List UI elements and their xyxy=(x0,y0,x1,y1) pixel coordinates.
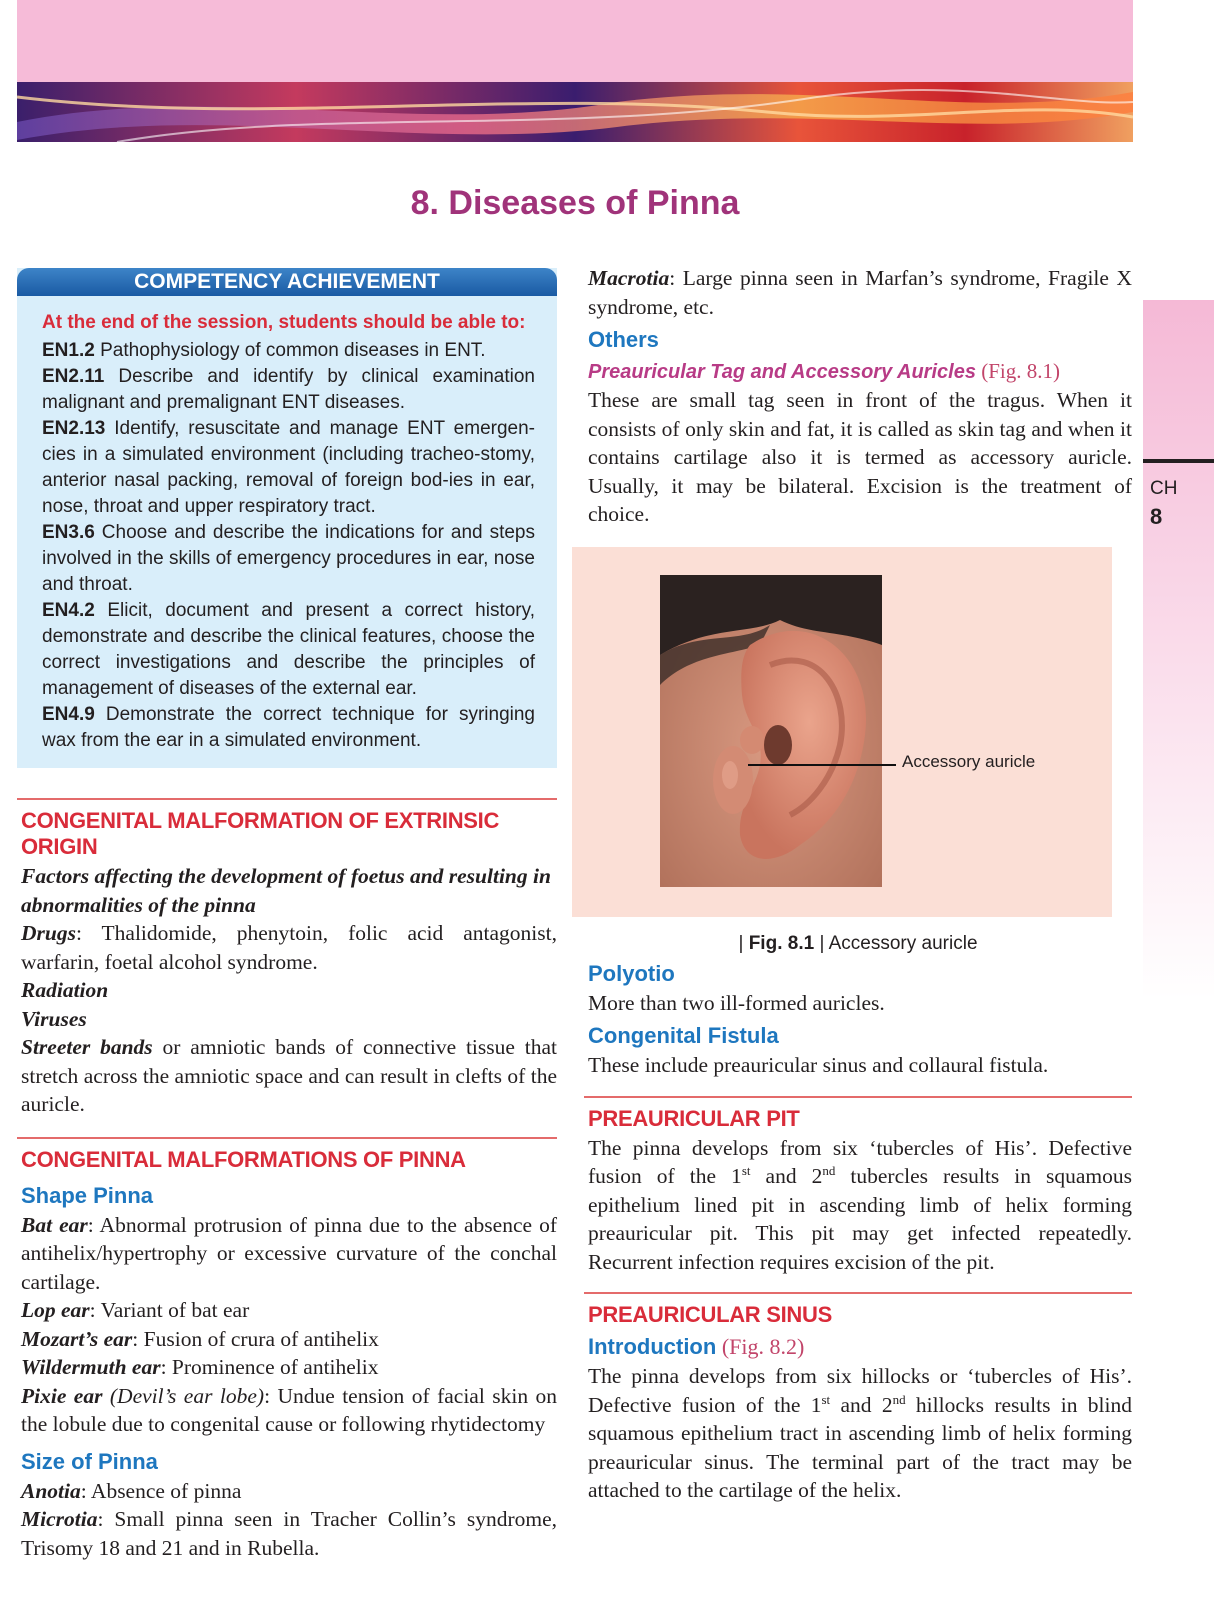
preauricular-sinus-heading: PREAURICULAR SINUS xyxy=(588,1302,832,1327)
polyotio-heading: Polyotio xyxy=(588,960,675,986)
preauricular-pit-text xyxy=(588,1134,1132,1277)
pixie-ear-term: Pixie ear xyxy=(21,1383,103,1408)
figure-label-pointer xyxy=(748,764,896,766)
preauricular-tag-text: These are small tag seen in front of the tragus. When it consists of only skin and fat, it is called as skin tag and when it contains cartilage also it is termed as accessory auricle. Usually, it may be bilateral. Excision is the treatment of choice. xyxy=(588,388,1132,526)
competency-code: EN3.6 xyxy=(42,522,95,543)
extrinsic-section xyxy=(17,798,557,1119)
header-swirl-banner xyxy=(17,82,1133,142)
competency-text: Choose and describe the indications for and steps involved in the skills of emergency procedures in ear, nose and throat. xyxy=(42,522,535,595)
extrinsic-subheading: Factors affecting the development of foetus and resulting in abnormalities of the pinna xyxy=(21,864,551,917)
figure-8-1-caption: | Fig. 8.1 | Accessory auricle xyxy=(738,932,978,954)
radiation-term: Radiation xyxy=(21,978,109,1002)
wildermuth-ear-paragraph xyxy=(21,1353,557,1382)
microtia-term: Microtia xyxy=(21,1507,98,1531)
sinus-introduction-figref: (Fig. 8.2) xyxy=(716,1334,805,1359)
malformations-section xyxy=(17,1137,557,1563)
competency-text: Elicit, document and present a correct history, demonstrate and describe the clinical features, choose the correct investigations and describe the principles of management of diseases of the external ear. xyxy=(42,600,535,699)
preauricular-pit-heading: PREAURICULAR PIT xyxy=(588,1105,800,1131)
competency-item xyxy=(42,598,535,702)
lop-ear-text: : Variant of bat ear xyxy=(89,1298,250,1322)
anotia-term: Anotia xyxy=(21,1478,81,1503)
drugs-term: Drugs xyxy=(21,921,76,945)
pit-superscript: st xyxy=(741,1162,751,1178)
mozart-ear-text: : Fusion of crura of antihelix xyxy=(132,1326,379,1351)
wildermuth-ear-term: Wildermuth ear xyxy=(21,1355,161,1379)
left-column xyxy=(17,268,557,1562)
competency-item xyxy=(42,338,535,364)
lop-ear-paragraph xyxy=(21,1296,557,1325)
streeter-paragraph xyxy=(21,1033,557,1119)
bat-ear-term: Bat ear xyxy=(21,1212,88,1237)
sinus-introduction-heading xyxy=(588,1334,1132,1360)
side-tab-chapter-number: 8 xyxy=(1150,504,1163,529)
competency-code: EN1.2 xyxy=(42,340,95,361)
right-column xyxy=(584,268,1132,1505)
size-pinna-heading: Size of Pinna xyxy=(21,1448,158,1474)
congenital-fistula-text: These include preauricular sinus and collaural fistula. xyxy=(588,1053,1049,1077)
streeter-text: or amniotic bands of connective tissue that stretch across the amniotic space and can result in clefts of the auricle. xyxy=(21,1035,557,1116)
caption-figure-number: Fig. 8.1 xyxy=(748,932,815,954)
sinus-text-part: and 2 xyxy=(830,1392,893,1417)
macrotia-paragraph xyxy=(588,264,1132,321)
sinus-introduction-title: Introduction xyxy=(588,1334,717,1359)
malformations-heading: CONGENITAL MALFORMATIONS OF PINNA xyxy=(21,1146,466,1172)
pit-superscript: nd xyxy=(822,1162,836,1178)
macrotia-term: Macrotia xyxy=(588,266,670,290)
caption-text: Accessory auricle xyxy=(828,932,978,954)
competency-heading: COMPETENCY ACHIEVEMENT xyxy=(17,268,557,296)
pit-text-part: The pinna develops from six ‘tubercles of His’. Defective fusion of the 1 xyxy=(588,1135,1132,1188)
pixie-ear-paragraph xyxy=(21,1382,557,1439)
competency-item xyxy=(42,520,535,598)
drugs-paragraph xyxy=(21,919,557,976)
competency-item xyxy=(42,364,535,416)
chapter-side-tab xyxy=(1143,300,1214,1000)
competency-body xyxy=(17,296,557,754)
competency-text: Describe and identify by clinical examination malignant and premalignant ENT diseases. xyxy=(42,366,535,413)
sinus-text-part: hillocks results in blind squamous epithelium tract in ascending limb of helix forming preauricular sinus. The terminal part of the tract may be attached to the cartilage of the helix. xyxy=(588,1392,1133,1502)
polyotio-text: More than two ill-formed auricles. xyxy=(588,990,885,1015)
anotia-text: : Absence of pinna xyxy=(80,1478,242,1503)
competency-code: EN4.2 xyxy=(42,600,95,621)
chapter-title: 8. Diseases of Pinna xyxy=(410,184,740,222)
header-pink-band xyxy=(17,0,1133,84)
preauricular-tag-figref: (Fig. 8.1) xyxy=(975,359,1060,383)
drugs-text: : Thalidomide, phenytoin, folic acid antagonist, warfarin, foetal alcohol syndrome. xyxy=(21,921,557,974)
pit-text-part: and 2 xyxy=(750,1164,823,1188)
pixie-ear-alias: (Devil’s ear lobe) xyxy=(102,1383,265,1408)
bat-ear-paragraph xyxy=(21,1211,557,1297)
preauricular-pit-section xyxy=(584,1096,1132,1277)
sinus-text-part: The pinna develops from six hillocks or ‘tubercles of His’. Defective fusion of the 1 xyxy=(588,1364,1132,1417)
figure-label-accessory-auricle: Accessory auricle xyxy=(902,751,1036,771)
macrotia-text: : Large pinna seen in Marfan’s syndrome, Fragile X syndrome, etc. xyxy=(588,266,1132,319)
competency-text: Pathophysiology of common diseases in ENT. xyxy=(94,340,486,361)
shape-pinna-heading: Shape Pinna xyxy=(21,1182,154,1208)
mozart-ear-term: Mozart’s ear xyxy=(21,1326,133,1351)
competency-box xyxy=(17,268,557,768)
competency-item xyxy=(42,416,535,520)
lop-ear-term: Lop ear xyxy=(21,1298,90,1322)
anotia-paragraph xyxy=(21,1477,557,1506)
mozart-ear-paragraph xyxy=(21,1325,557,1354)
side-tab-divider xyxy=(1143,459,1214,463)
pixie-ear-text: : Undue tension of facial skin on the lobule due to congenital cause or following rhytidectomy xyxy=(21,1383,557,1436)
preauricular-tag-title: Preauricular Tag and Accessory Auricles xyxy=(588,361,976,383)
competency-code: EN2.11 xyxy=(42,366,105,387)
wildermuth-ear-text: : Prominence of antihelix xyxy=(160,1355,379,1379)
viruses-term: Viruses xyxy=(21,1006,87,1031)
competency-intro: At the end of the session, students should be able to: xyxy=(42,312,526,333)
figure-8-1-panel xyxy=(572,547,1112,917)
competency-code: EN4.9 xyxy=(42,704,95,725)
extrinsic-heading: CONGENITAL MALFORMATION OF EXTRINSIC ORIGIN xyxy=(21,808,500,859)
bat-ear-text: : Abnormal protrusion of pinna due to the absence of antihelix/hypertrophy or excessive curvature of the conchal cartilage. xyxy=(21,1212,557,1294)
ear-photo xyxy=(660,575,882,887)
preauricular-sinus-section xyxy=(584,1292,1132,1505)
competency-text: Demonstrate the correct technique for syringing wax from the ear in a simulated environment. xyxy=(42,704,535,751)
others-heading: Others xyxy=(588,327,659,352)
competency-code: EN2.13 xyxy=(42,418,106,439)
sinus-superscript: st xyxy=(821,1391,831,1407)
congenital-fistula-heading: Congenital Fistula xyxy=(588,1023,779,1048)
side-tab-ch-label: CH xyxy=(1150,478,1178,499)
streeter-term: Streeter bands xyxy=(21,1035,153,1059)
pit-text-part: tubercles results in squamous epithelium lined pit in ascending limb of helix forming preauricular pit. This pit may get infected repeatedly. Recurrent infection requires excision of the pit. xyxy=(588,1164,1132,1274)
preauricular-tag-heading xyxy=(588,359,1132,384)
sinus-superscript: nd xyxy=(892,1391,906,1407)
competency-text: Identify, resuscitate and manage ENT emergen-cies in a simulated environment (including tracheo-stomy, anterior nasal packing, removal of foreign bod-ies in ear, nose, throat and upper respiratory tract. xyxy=(42,418,535,517)
preauricular-sinus-text xyxy=(588,1362,1132,1505)
competency-item xyxy=(42,702,535,754)
microtia-paragraph xyxy=(21,1505,557,1562)
microtia-text: : Small pinna seen in Tracher Collin’s syndrome, Trisomy 18 and 21 and in Rubella. xyxy=(21,1507,557,1560)
